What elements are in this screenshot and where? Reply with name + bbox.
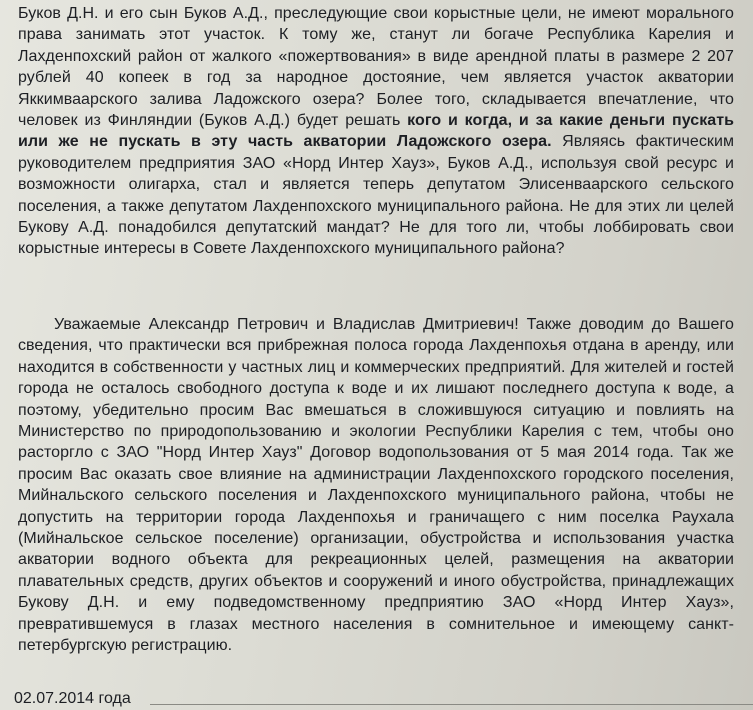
paragraph-1 xyxy=(18,3,734,260)
bottom-rule xyxy=(150,704,753,705)
paragraph-1-bold-text: кого и когда, и за какие деньги пускать или же не пускать в эту часть акватории Ладожского озера. xyxy=(18,112,734,151)
paragraph-1-text-end: Являясь фактическим руководителем предприятия ЗАО «Норд Интер Хауз», Буков А.Д., используя свой ресурс и возможности олигарха, стал и является теперь депутатом Элисенваарского сельского поселения, а также депутатом Лахденпохского муниципального района. Не для этих ли целей Букову А.Д. понадобился депутатский мандат? Не для того ли, чтобы лоббировать свои корыстные интересы в Совете Лахденпохского муниципального района? xyxy=(18,133,734,258)
paragraph-2: Уважаемые Александр Петрович и Владислав Дмитриевич! Также доводим до Вашего сведения, что практически вся прибрежная полоса города Лахденпохья отдана в аренду, или находится в собственности у частных лиц и коммерческих предприятий. Для жителей и гостей города не осталось свободного доступа к воде и их лишают последнего доступа к воде, а поэтому, убедительно просим Вас вмешаться в сложившуюся ситуацию и повлиять на Министерство по природопользованию и экологии Республики Карелия с тем, чтобы оно расторгло с ЗАО "Норд Интер Хауз" Договор водопользования от 5 мая 2014 года. Так же просим Вас оказать свое влияние на администрации Лахденпохского городского поселения, Мийнальского сельского поселения и Лахденпохского муниципального района, чтобы не допустить на территории города Лахденпохья и граничащего с ним поселка Раухала (Мийнальское сельское поселение) организации, обустройства и использования участка акватории водного объекта для рекреационных целей, размещения на акватории плавательных средств, других объектов и сооружений и иного обустройства, принадлежащих Букову Д.Н. и ему подведомственному предприятию ЗАО «Норд Интер Хауз», превратившемуся в глазах местного населения в сомнительное и имеющему санкт-петербургскую регистрацию. xyxy=(18,316,734,655)
document-date: 02.07.2014 года xyxy=(14,690,131,707)
paragraph-1-text-start: Буков Д.Н. и его сын Буков А.Д., преследующие свои корыстные цели, не имеют морального права занимать этот участок. К тому же, станут ли богаче Республика Карелия и Лахденпохский район от жалкого «пожертвования» в виде арендной платы в размере 2 207 рублей 40 копеек в год за народное достояние, чем является участок акватории Яккимваарского залива Ладожского озера? Более того, складывается впечатление, что человек из Финляндии (Буков А.Д.) будет решать xyxy=(18,5,734,130)
